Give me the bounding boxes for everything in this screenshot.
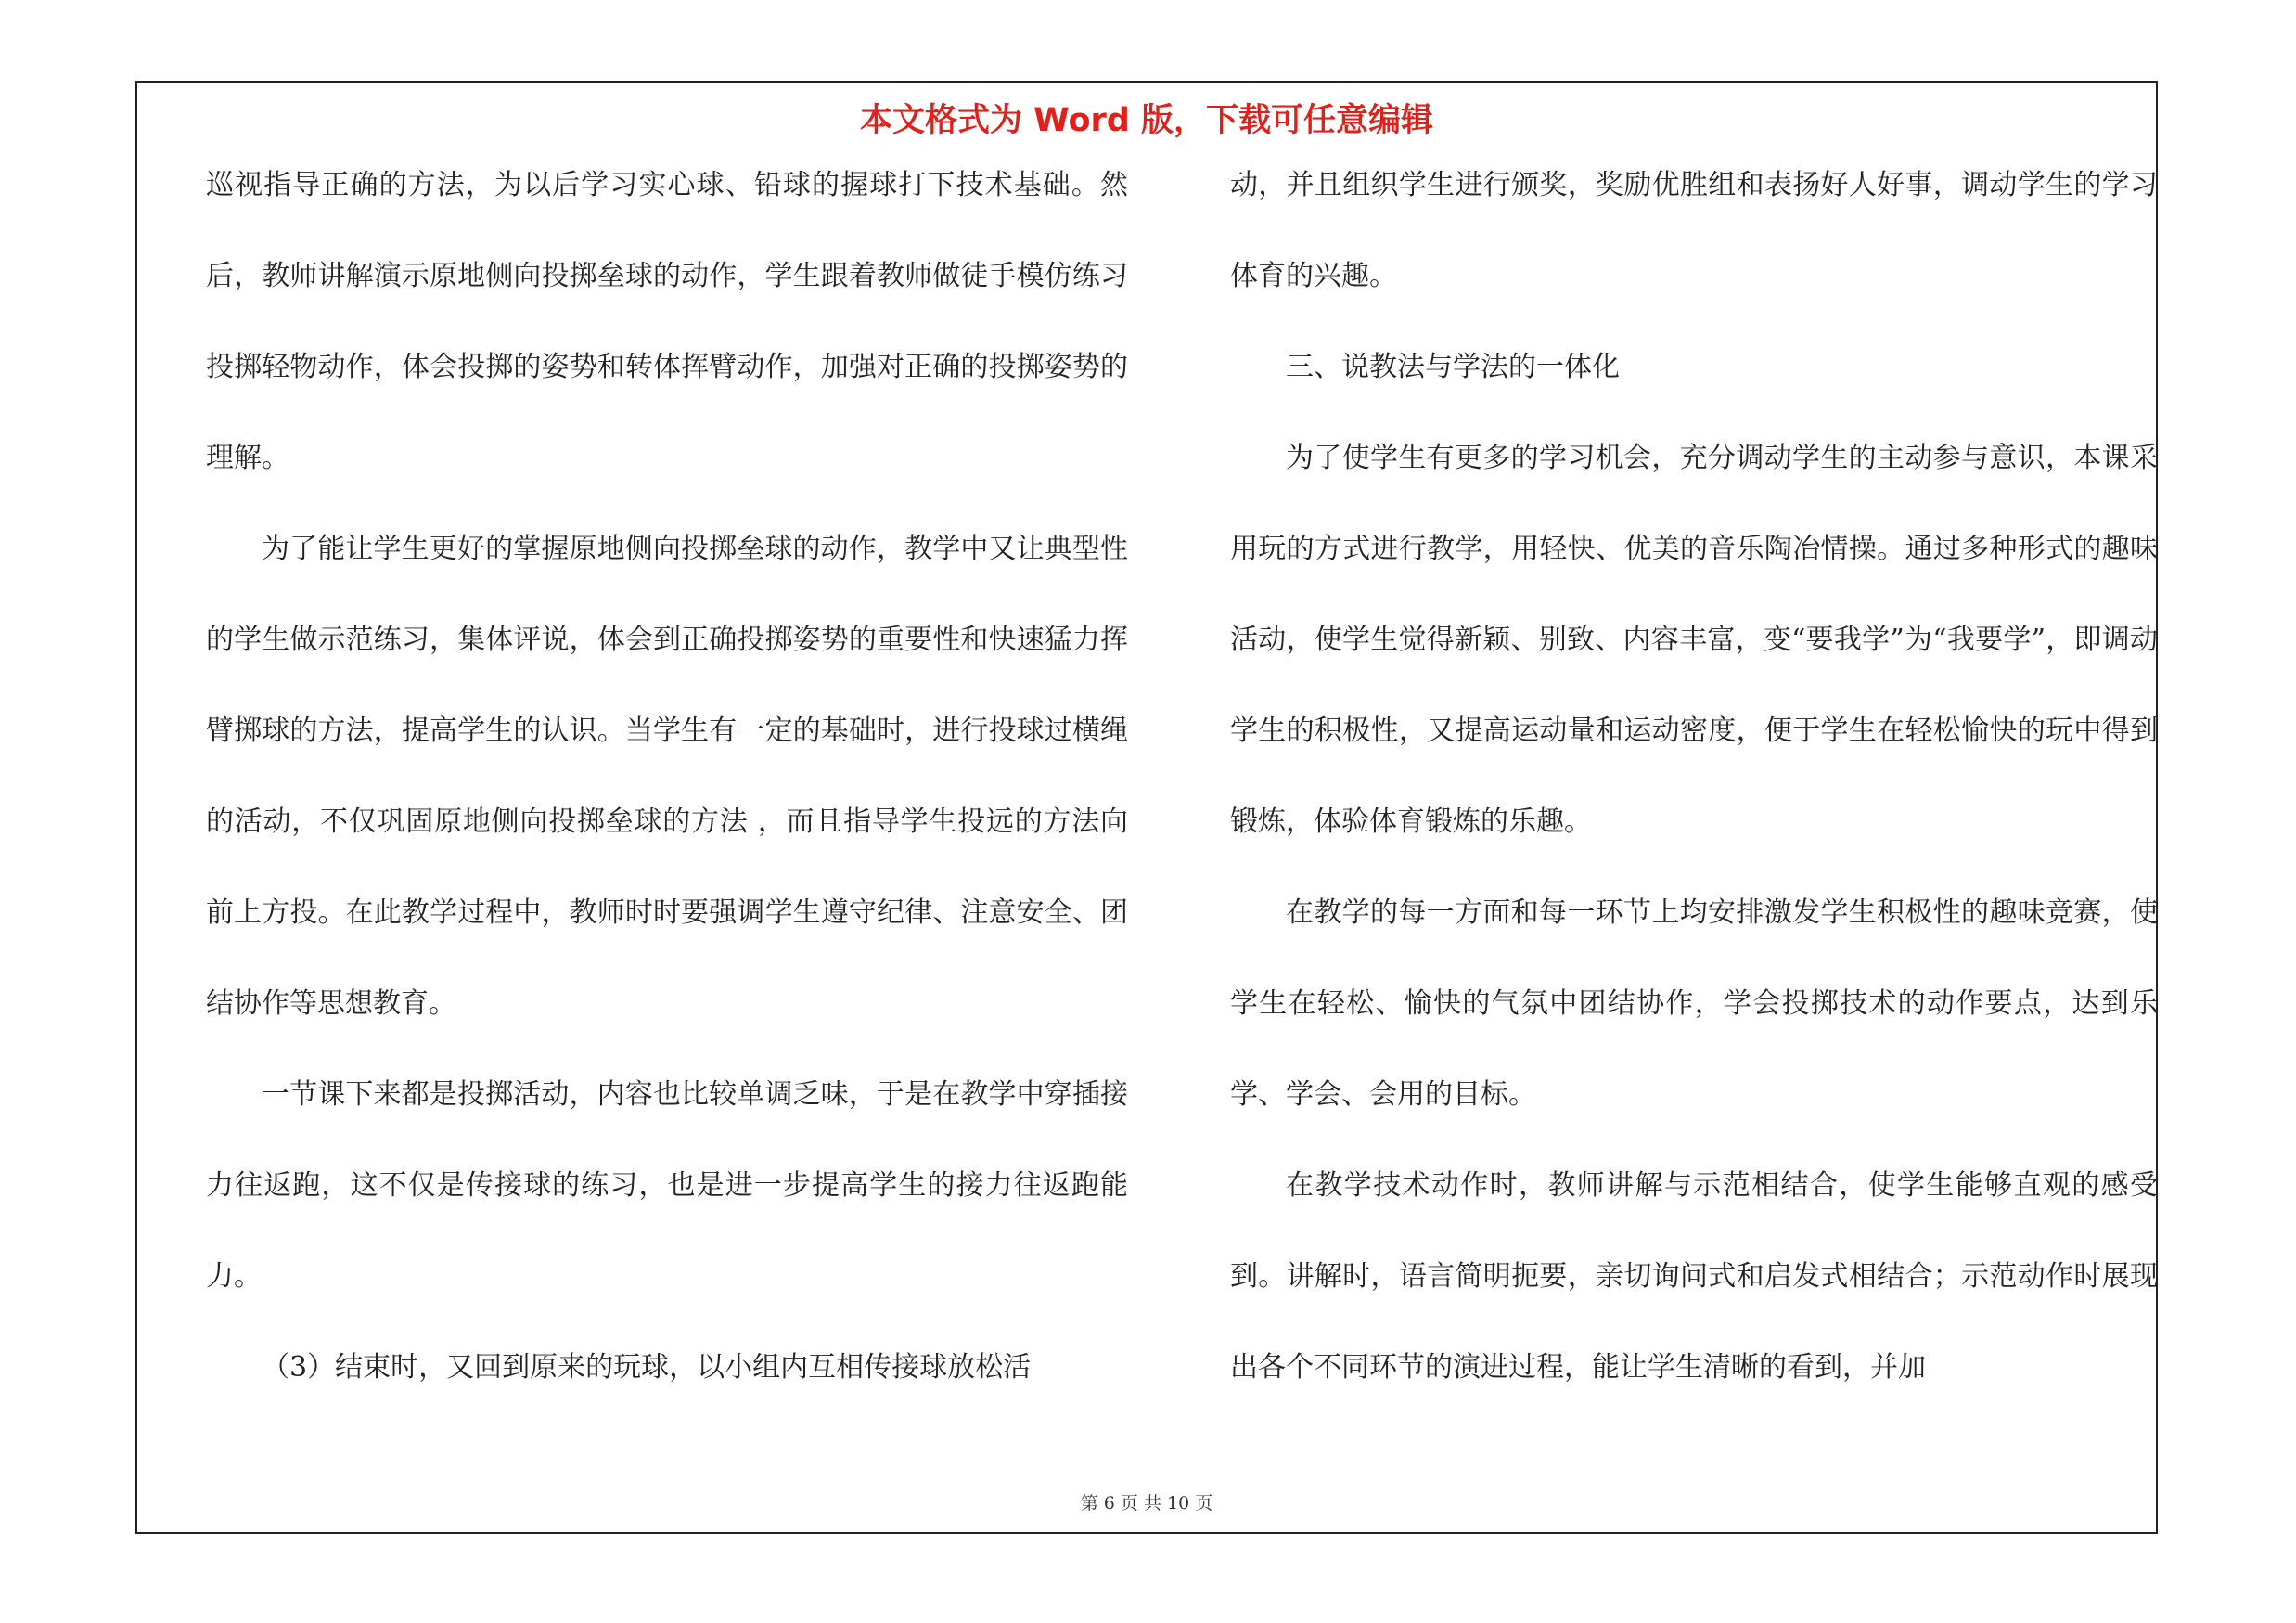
paragraph: 在教学的每一方面和每一环节上均安排激发学生积极性的趣味竞赛，使学生在轻松、愉快的气氛中团结协作，学会投掷技术的动作要点，达到乐学、学会、会用的目标。 [1230,896,2158,1111]
paragraph: （3）结束时，又回到原来的玩球，以小组内互相传接球放松活 [262,1351,1032,1384]
page-number: 第 6 页 共 10 页 [1080,1493,1213,1514]
paragraph: 一节课下来都是投掷活动，内容也比较单调乏味，于是在教学中穿插接力往返跑，这不仅是传接球的练习，也是进一步提高学生的接力往返跑能力。 [206,1078,1128,1293]
paragraph: 为了使学生有更多的学习机会，充分调动学生的主动参与意识，本课采用玩的方式进行教学，用轻快、优美的音乐陶冶情操。通过多种形式的趣味活动，使学生觉得新颖、别致、内容丰富，变“要我学”为“我要学”，即调动学生的积极性，又提高运动量和运动密度，便于学生在轻松愉快的玩中得到锻炼，体验体育锻炼的乐趣。 [1230,442,2158,838]
paragraph: 为了能让学生更好的掌握原地侧向投掷垒球的动作，教学中又让典型性的学生做示范练习，集体评说，体会到正确投掷姿势的重要性和快速猛力挥臂掷球的方法，提高学生的认识。当学生有一定的基础时，进行投球过横绳的活动，不仅巩固原地侧向投掷垒球的方法 ，而且指导学生投远的方法向前上方投。在此教学过程中，教师时时要强调学生遵守纪律、注意安全、团结协作等思想教育。 [206,533,1128,1020]
section-heading: 三、说教法与学法的一体化 [1286,351,1620,383]
format-banner: 本文格式为 Word 版，下载可任意编辑 [859,102,1434,139]
right-text-column [1230,140,2158,1476]
paragraph: 在教学技术动作时，教师讲解与示范相结合，使学生能够直观的感受到。讲解时，语言简明扼要，亲切询问式和启发式相结合；示范动作时展现出各个不同环节的演进过程，能让学生清晰的看到，并加 [1230,1169,2158,1384]
paragraph: 动，并且组织学生进行颁奖，奖励优胜组和表扬好人好事，调动学生的学习体育的兴趣。 [1230,169,2158,292]
left-text-column [206,140,1128,1476]
paragraph: 巡视指导正确的方法，为以后学习实心球、铅球的握球打下技术基础。然后，教师讲解演示原地侧向投掷垒球的动作，学生跟着教师做徒手模仿练习投掷轻物动作，体会投掷的姿势和转体挥臂动作，加强对正确的投掷姿势的理解。 [206,169,1128,474]
document-page [135,81,2158,1534]
